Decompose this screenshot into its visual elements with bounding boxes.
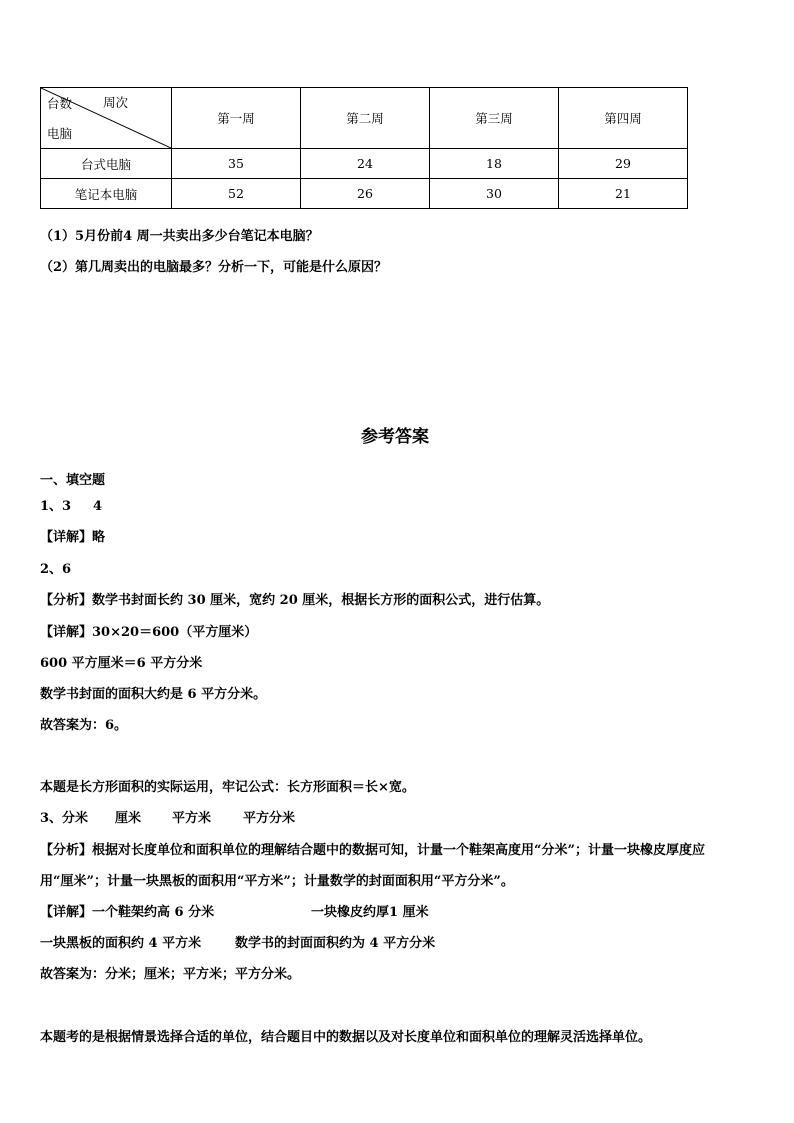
answer-3-value: 平方分米: [243, 811, 296, 826]
table-cell: 24: [301, 149, 430, 179]
answer-3-line: 一块黑板的面积约 4 平方米: [40, 936, 202, 951]
table-row: [41, 149, 688, 179]
table-cell: 29: [559, 149, 688, 179]
answer-2-detail: 【详解】30×20＝600（平方厘米）: [40, 625, 258, 640]
sales-table: [40, 87, 688, 209]
answer-2-note: 本题是长方形面积的实际运用，牢记公式：长方形面积＝长×宽。: [40, 780, 415, 795]
table-row: [41, 179, 688, 209]
answer-2-line: 600 平方厘米＝6 平方分米: [40, 656, 203, 671]
section-heading: 一、填空题: [40, 473, 106, 488]
answer-2-label: 2、6: [40, 562, 72, 577]
row-label: 笔记本电脑: [41, 179, 172, 209]
answer-3-analysis: 【分析】根据对长度单位和面积单位的理解结合题中的数据可知，计量一个鞋架高度用“分米”；计量一块橡皮厚度应: [40, 843, 705, 858]
corner-label-units: 台数: [47, 96, 73, 111]
answer-3-detail: 一块橡皮约厚1 厘米: [311, 905, 429, 920]
corner-label-week: 周次: [103, 95, 129, 110]
answer-3-detail: 【详解】一个鞋架约高 6 分米: [40, 905, 215, 920]
table-cell: 18: [430, 149, 559, 179]
question-1: （1）5月份前4 周一共卖出多少台笔记本电脑？: [40, 229, 319, 244]
column-header: 第二周: [301, 88, 430, 149]
table-cell: 35: [172, 149, 301, 179]
column-header: 第四周: [559, 88, 688, 149]
answer-1-value: 4: [93, 499, 103, 514]
table-cell: 30: [430, 179, 559, 209]
row-label: 台式电脑: [41, 149, 172, 179]
table-cell: 26: [301, 179, 430, 209]
corner-label-computer: 电脑: [47, 126, 73, 141]
answer-3-conclusion: 故答案为：分米；厘米；平方米；平方分米。: [40, 967, 301, 982]
answer-2-analysis: 【分析】数学书封面长约 30 厘米，宽约 20 厘米，根据长方形的面积公式，进行估算。: [40, 593, 550, 608]
answer-3-value: 厘米: [115, 811, 142, 826]
answer-2-line: 数学书封面的面积大约是 6 平方分米。: [40, 687, 267, 702]
answer-3-analysis-cont: 用“厘米”；计量一块黑板的面积用“平方米”；计量数学的封面面积用“平方分米”。: [40, 874, 514, 889]
table-cell: 21: [559, 179, 688, 209]
answer-3-note: 本题考的是根据情景选择合适的单位，结合题目中的数据以及对长度单位和面积单位的理解灵活选择单位。: [40, 1030, 652, 1045]
answers-title: 参考答案: [361, 427, 429, 447]
answer-1-detail: 【详解】略: [40, 530, 106, 545]
answer-1-label: 1、3: [40, 499, 72, 514]
answer-2-conclusion: 故答案为：6。: [40, 718, 128, 733]
question-2: （2）第几周卖出的电脑最多？分析一下，可能是什么原因？: [40, 260, 388, 275]
column-header: 第一周: [172, 88, 301, 149]
table-corner-cell: [41, 88, 172, 149]
answer-3-label: 3、分米: [40, 811, 89, 826]
answer-3-value: 平方米: [172, 811, 212, 826]
column-header: 第三周: [430, 88, 559, 149]
table-cell: 52: [172, 179, 301, 209]
answer-3-line: 数学书的封面面积约为 4 平方分米: [235, 936, 436, 951]
